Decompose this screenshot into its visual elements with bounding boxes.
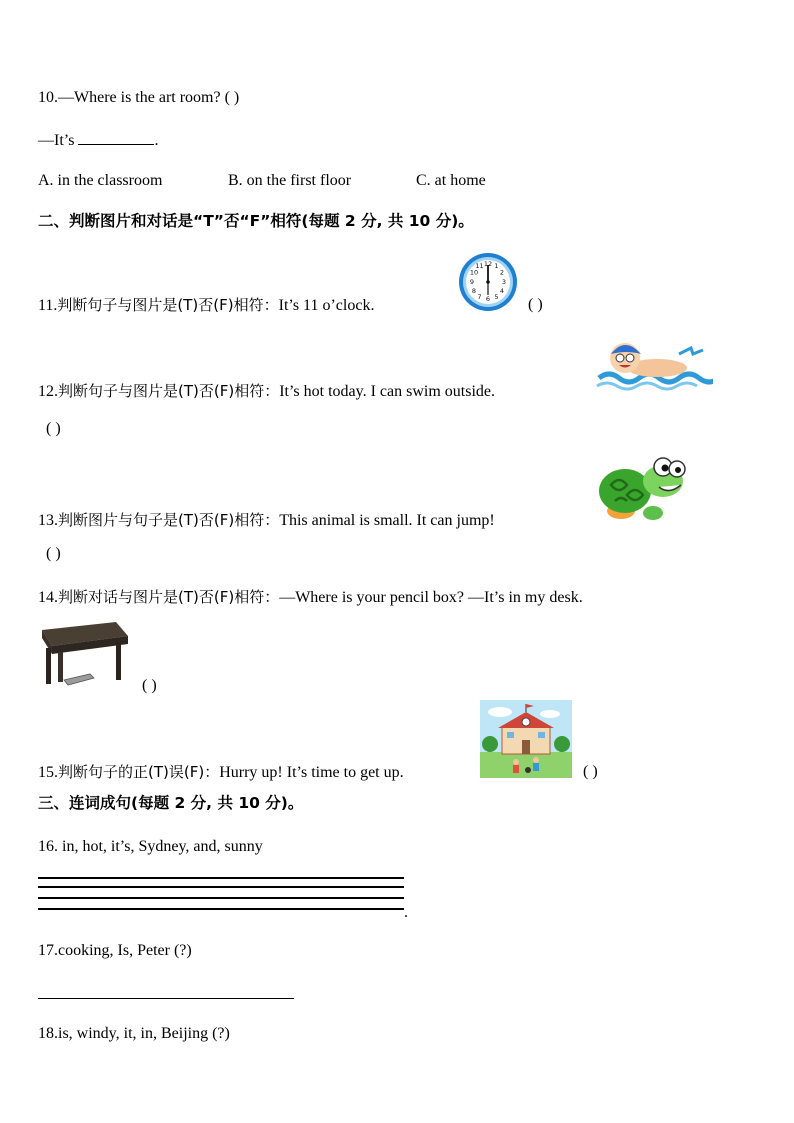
q11-answer-paren[interactable]: ( )	[528, 296, 543, 313]
desk-icon	[38, 618, 130, 690]
q10-answer-suffix: .	[154, 132, 159, 149]
q16-period: .	[404, 904, 408, 921]
q16-answer-line-4[interactable]	[38, 908, 404, 910]
q16-answer-line-1[interactable]	[38, 877, 404, 879]
svg-text:6: 6	[485, 295, 491, 303]
swimmer-icon	[595, 334, 713, 394]
q17-words: 17.cooking, Is, Peter (?)	[38, 942, 192, 959]
q15-sentence: Hurry up! It’s time to get up.	[219, 764, 404, 781]
q14-answer-paren[interactable]: ( )	[142, 677, 157, 694]
q14-instruction: 判断对话与图片是(T)否(F)相符：	[58, 588, 280, 606]
clock-icon	[457, 251, 519, 313]
q12-statement	[38, 381, 495, 402]
q11-instruction: 判断句子与图片是(T)否(F)相符：	[57, 296, 279, 314]
turtle-icon	[597, 455, 689, 525]
svg-text:1: 1	[494, 262, 499, 270]
q12-number: 12.	[38, 383, 58, 400]
q14-sentence: —Where is your pencil box? —It’s in my desk.	[279, 589, 583, 606]
q10-option-c[interactable]: C. at home	[416, 172, 486, 189]
svg-text:12: 12	[483, 260, 493, 268]
svg-text:11: 11	[475, 262, 484, 270]
q10-answer-blank[interactable]	[78, 130, 154, 145]
q13-statement	[38, 510, 495, 531]
q16-answer-line-3[interactable]	[38, 897, 404, 899]
q18-words: 18.is, windy, it, in, Beijing (?)	[38, 1025, 230, 1042]
svg-text:7: 7	[477, 293, 482, 301]
q11-sentence: It’s 11 o’clock.	[278, 297, 375, 314]
svg-text:10: 10	[469, 268, 479, 277]
q13-sentence: This animal is small. It can jump!	[279, 512, 495, 529]
q14-statement	[38, 587, 583, 608]
svg-text:3: 3	[501, 278, 507, 286]
q10-option-a[interactable]: A. in the classroom	[38, 172, 163, 189]
svg-text:9: 9	[469, 278, 475, 286]
q16-answer-line-2[interactable]	[38, 886, 404, 888]
q17-answer-line[interactable]	[38, 998, 294, 999]
q11-number: 11.	[38, 297, 58, 314]
q13-answer-paren[interactable]: ( )	[46, 545, 61, 562]
svg-text:8: 8	[471, 287, 477, 295]
q15-statement	[38, 762, 404, 783]
q13-number: 13.	[38, 512, 58, 529]
school-icon	[480, 700, 572, 778]
q15-number: 15.	[38, 764, 58, 781]
q12-instruction: 判断句子与图片是(T)否(F)相符：	[58, 382, 280, 400]
q14-number: 14.	[38, 589, 58, 606]
q10-answer-prefix: —It’s	[38, 132, 75, 149]
section-2-heading: 二、判断图片和对话是“T”否“F”相符(每题 2 分, 共 10 分)。	[38, 212, 474, 230]
q10-question: 10.—Where is the art room? ( )	[38, 89, 240, 106]
q12-sentence: It’s hot today. I can swim outside.	[279, 383, 496, 400]
q11-statement	[38, 295, 374, 316]
svg-text:5: 5	[494, 293, 499, 301]
svg-text:4: 4	[499, 287, 505, 295]
q13-instruction: 判断图片与句子是(T)否(F)相符：	[58, 511, 280, 529]
q10-answer-line	[38, 130, 158, 151]
q10-option-b[interactable]: B. on the first floor	[228, 172, 352, 189]
svg-text:2: 2	[499, 268, 505, 277]
q15-instruction: 判断句子的正(T)误(F)：	[58, 763, 220, 781]
q15-answer-paren[interactable]: ( )	[583, 763, 598, 780]
q12-answer-paren[interactable]: ( )	[46, 420, 61, 437]
section-3-heading: 三、连词成句(每题 2 分, 共 10 分)。	[38, 794, 304, 812]
q16-words: 16. in, hot, it’s, Sydney, and, sunny	[38, 838, 263, 855]
